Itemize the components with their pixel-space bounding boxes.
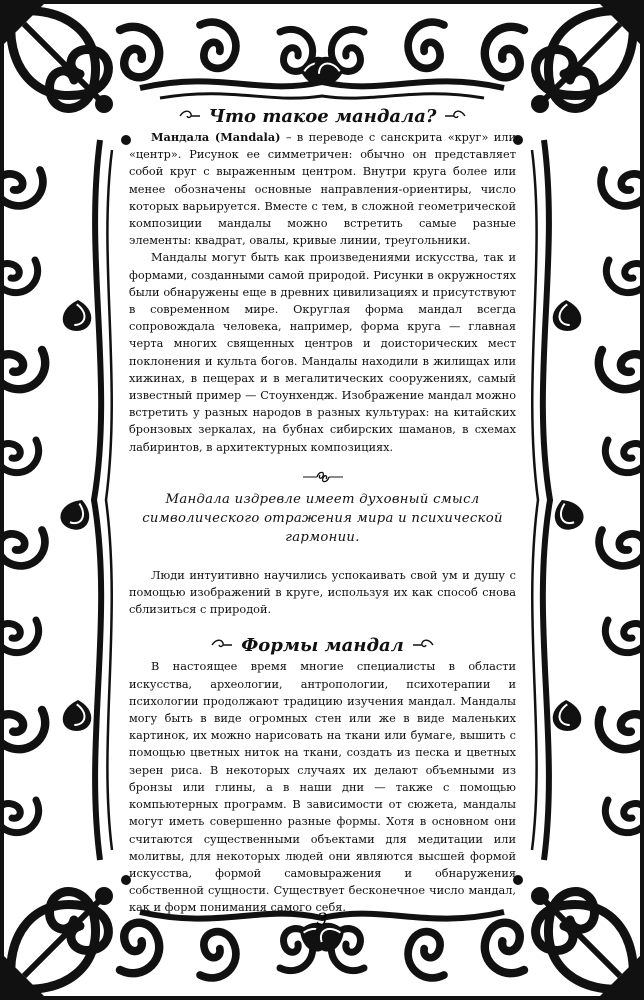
section-heading: [129, 103, 516, 129]
flourish-right-icon: [412, 639, 434, 651]
page-number: 3: [316, 910, 328, 930]
text-column: [129, 103, 516, 917]
term-bold: Мандала (Mandala): [151, 130, 281, 144]
flourish-right-icon: [444, 110, 466, 122]
flourish-left-icon: [211, 639, 233, 651]
pull-quote: Мандала издревле имеет духовный смысл символического отражения мира и психической гармонии.: [142, 491, 503, 545]
paragraph: В настоящее время многие специалисты в области искусства, археологии, антропологии, психотерапии и психологии продолжают традицию изучения мандал. Мандалы могу быть в виде огромных стен или же в виде маленьких картинок, их можно нарисовать на ткани или бумаге, вышить с помощью цветных ниток на ткани, создать из песка и цветных зерен риса. В некоторых случаях их делают объемными из бронзы или глины, а в наши дни — также с помощью компьютерных программ. В зависимости от сюжета, мандалы могут иметь совершенно разные формы. Хотя в основном они считаются существенными объектами для медитации или молитвы, для некоторых людей они являются высшей формой искусства, формой самовыражения и обнаружения собственной сущности. Существует бесконечное число мандал, как и форм понимания самого себя.: [129, 660, 516, 915]
paragraph-text: – в переводе с санскрита «круг» или «центр». Рисунок ее симметричен: обычно он представляет собой круг с выраженным центром. Внутри круга более или менее обозначены основные направления-ориентиры, число которых варьируется. Вместе с тем, в сложной геометрической композиции мандалы можно встретить самые разные элементы: квадрат, овалы, кривые линии, треугольники.: [129, 131, 516, 248]
paragraph: Люди интуитивно научились успокаивать свой ум и душу с помощью изображений в круге, используя их как способ снова сблизиться с природой.: [129, 568, 516, 617]
paragraph: [129, 129, 516, 249]
section-title: Формы мандал: [241, 634, 404, 656]
divider-flourish-icon: [301, 470, 345, 484]
section-title: Что такое мандала?: [208, 105, 437, 127]
flourish-left-icon: [179, 110, 201, 122]
paragraph: Мандалы могут быть как произведениями искусства, так и формами, созданными самой природой. Рисунки в окружностях были обнаружены еще в древних цивилизациях и присутствуют в современном мире. Округлая форма мандал всегда сопровождала человека, например, форма круга — главная черта многих священных центров и доисторических мест поклонения и культа богов. Мандалы находили в жилищах или хижинах, в пещерах и в мегалитических сооружениях, самый известный пример — Стоунхендж. Изображение мандал можно встретить у разных народов в разных культурах: на китайских бронзовых зеркалах, на бубнах сибирских шаманов, в схемах лабиринтов, в архитектурных композициях.: [129, 251, 516, 454]
section-heading: [129, 632, 516, 658]
divider: [129, 470, 516, 484]
